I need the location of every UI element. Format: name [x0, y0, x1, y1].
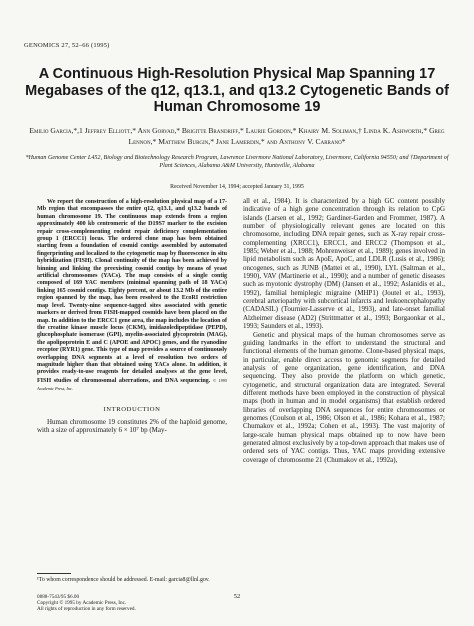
left-column [37, 199, 227, 434]
section-heading-introduction: INTRODUCTION [103, 405, 161, 413]
received-date: Received November 14, 1994; accepted January 31, 1995 [170, 184, 304, 190]
journal-header: GENOMICS 27, 52–66 (1995) [24, 42, 110, 49]
footnote-divider [37, 573, 71, 574]
page-number: 52 [233, 593, 241, 600]
body-paragraph-2: Genetic and physical maps of the human chromosomes serve as guiding landmarks in the effort to understand the structural and functional elements of the human genome. Clone-based physical maps, in particular, enable direct access to genomic segments for detailed analysis of gene organization, gene identification, and DNA sequencing. They also provide the platform on which genetic, cytogenetic, and structural organization data are integrated. Several different methods have been employed in the construction of physical maps (both in human and in model organisms) that establish ordered libraries of overlapping DNA sequences for entire chromosomes or genomes (Coulson et al., 1986; Olson et al., 1986; Kohara et al., 1987; Chumakov et al., 1992a; Cohen et al., 1993). The vast majority of large-scale human physical maps obtained up to now have been generated almost exclusively by a top-down approach that makes use of ordered sets of YAC contigs. Thus, YAC maps providing extensive coverage of chromosome 21 (Chumakov et al., 1992a), [243, 330, 445, 464]
intro-paragraph: Human chromosome 19 constitutes 2% of the haploid genome, with a size of approximately 6 × 10⁷ bp (May- [37, 417, 227, 434]
affiliation: *Human Genome Center L452, Biology and Biotechnology Research Program, Lawrence Livermore National Laboratory, Livermore, California 94550; and †Department of Plant Sciences, Alabama A&M University, Huntsville, Alabama [25, 155, 449, 169]
abstract-text: We report the construction of a high-resolution physical map of a 17-Mb region that encompasses the entire q12, q13.1, and q13.2 bands of human chromosome 19. The continuous map extends from a region approximately 400 kb centromeric of the D19S7 marker to the excision repair cross-complementing rodent repair deficiency complementation group 1 (ERCC1) locus. The ordered clone map has been obtained starting from a foundation of cosmid contigs assembled by automated fingerprinting and localized to the cytogenetic map by fluorescence in situ hybridization (FISH). Clonal continuity of the map has been achieved by binning and linking the preexisting cosmid contigs by means of yeast artificial chromosomes (YACs). The map consists of a single contig composed of 169 YAC members (minimal spanning path of 18 YACs) linking 165 cosmid contigs. Eighty percent, or about 13.2 Mb of the entire region spanned by the map, has been resolved to the EcoRI restriction map level. Twenty-nine sequence-tagged sites associated with genetic markers or derived from FISH-mapped cosmids have been placed on the map. In addition to the ERCC1 gene area, the map includes the location of the creatine kinase muscle locus (CKM), imidazoledipeptidase (PEPD), glucophosphate isomerase (GPI), myelin-associated glycoprotein (MAG), the apolipoprotein E and C (APOE and APOC) genes, and the ryanodine receptor (RYR1) gene. This type of map provides a source of continuously overlapping DNA segments at a level of resolution two orders of magnitude higher than that obtained using YACs alone. In addition, it provides ready-to-use reagents for detailed analyses at the gene level, FISH studies of chromosomal aberrations, and DNA sequencing. [37, 199, 227, 384]
body-paragraph-1: all et al., 1984). It is characterized by a high GC content possibly indicative of a high gene concentration through its relation to CpG islands (Larsen et al., 1992; Gardiner-Garden and Frommer, 1987). A number of physiologically relevant genes are located on this chromosome, including DNA repair genes, such as X-ray repair cross-complementing (XRCC1), ERCC1, and ERCC2 (Thompson et al., 1985; Weber et al., 1988; Mohrenweiser et al., 1989); genes involved in lipid metabolism such as ApoE, ApoC, and LDLR (Lusis et al., 1986); oncogenes, such as JUNB (Mattei et al., 1990), LYL (Saltman et al., 1990), VAV (Martinerie et al., 1990); and a number of genetic diseases such as myotonic dystrophy (DM) (Jansen et al., 1992; Aslanidis et al., 1992), familial hemiplegic migraine (MHP1) (Joutel et al., 1993), cerebral arteriopathy with subcortical infarcts and leukoencephalopathy (CADASIL) (Tournier-Lasserve et al., 1993), and late-onset familial Alzheimer disease (AD2) (Strittmatter et al., 1993; Borgaonkar et al., 1993; Saunders et al., 1993). [243, 197, 445, 331]
paper-title: A Continuous High-Resolution Physical Map Spanning 17 Megabases of the q12, q13.1, and q13.2 Cytogenetic Bands of Human Chromosome 19 [25, 66, 449, 115]
abstract [37, 199, 227, 394]
author-list: Emilio Garcia,*,1 Jeffrey Elliott,* Ann Gorvad,* Brigitte Brandriff,* Laurie Gordon,* Khairy M. Soliman,† Linda K. Ashworth,* Greg Lennon,* Matthew Burgin,* Jane Lamerdin,* and Anthony V. Carrano* [29, 126, 445, 146]
copyright-block [37, 594, 237, 613]
footnote: ¹To whom correspondence should be addressed. E-mail: garcia8@llnl.gov. [37, 577, 210, 583]
copyright-line: 0888-7543/95 $6.00 [37, 594, 80, 600]
right-column [243, 197, 445, 464]
abstract-copyright: © 1995 Academic Press, Inc. [37, 377, 228, 392]
copyright-line: Copyright © 1995 by Academic Press, Inc. [37, 600, 127, 607]
copyright-line: All rights of reproduction in any form reserved. [37, 606, 136, 613]
